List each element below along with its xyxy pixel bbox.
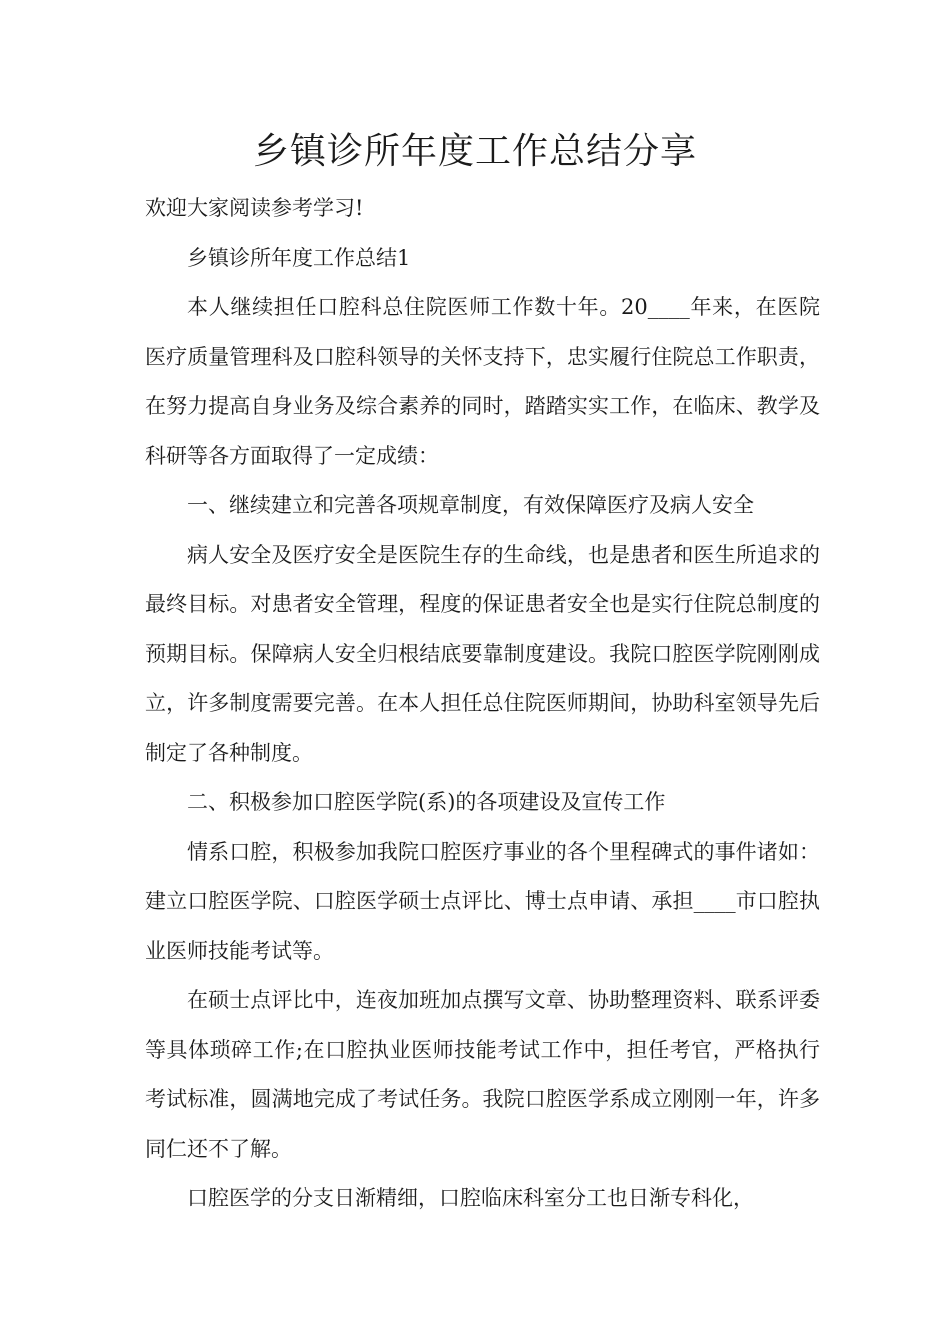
document-title: 乡镇诊所年度工作总结分享 <box>252 131 697 172</box>
heading-2: 二、积极参加口腔医学院(系)的各项建设及宣传工作 <box>187 790 666 814</box>
heading-1: 一、继续建立和完善各项规章制度，有效保障医疗及病人安全 <box>187 493 754 517</box>
paragraph-4: 在硕士点评比中，连夜加班加点撰写文章、协助整理资料、联系评委等具体琐碎工作;在口腔执业医师技能考试工作中，担任考官，严格执行考试标准，圆满地完成了考试任务。我院口腔医学系成立刚刚一年，许多同仁还不了解。 <box>145 988 820 1161</box>
paragraph-1: 本人继续担任口腔科总住院医师工作数十年。20____年来，在医院医疗质量管理科及口腔科领导的关怀支持下，忠实履行住院总工作职责，在努力提高自身业务及综合素养的同时，踏踏实实工作，在临床、教学及科研等各方面取得了一定成绩： <box>145 295 820 468</box>
greeting-line: 欢迎大家阅读参考学习! <box>145 196 364 220</box>
section-title: 乡镇诊所年度工作总结1 <box>187 245 411 270</box>
document-body <box>145 184 820 1224</box>
paragraph-2: 病人安全及医疗安全是医院生存的生命线，也是患者和医生所追求的最终目标。对患者安全管理，程度的保证患者安全也是实行住院总制度的预期目标。保障病人安全归根结底要靠制度建设。我院口腔医学院刚刚成立，许多制度需要完善。在本人担任总住院医师期间，协助科室领导先后制定了各种制度。 <box>145 542 820 765</box>
paragraph-5: 口腔医学的分支日渐精细，口腔临床科室分工也日渐专科化， <box>187 1186 754 1210</box>
paragraph-3: 情系口腔，积极参加我院口腔医疗事业的各个里程碑式的事件诸如：建立口腔医学院、口腔医学硕士点评比、博士点申请、承担____市口腔执业医师技能考试等。 <box>145 839 820 963</box>
